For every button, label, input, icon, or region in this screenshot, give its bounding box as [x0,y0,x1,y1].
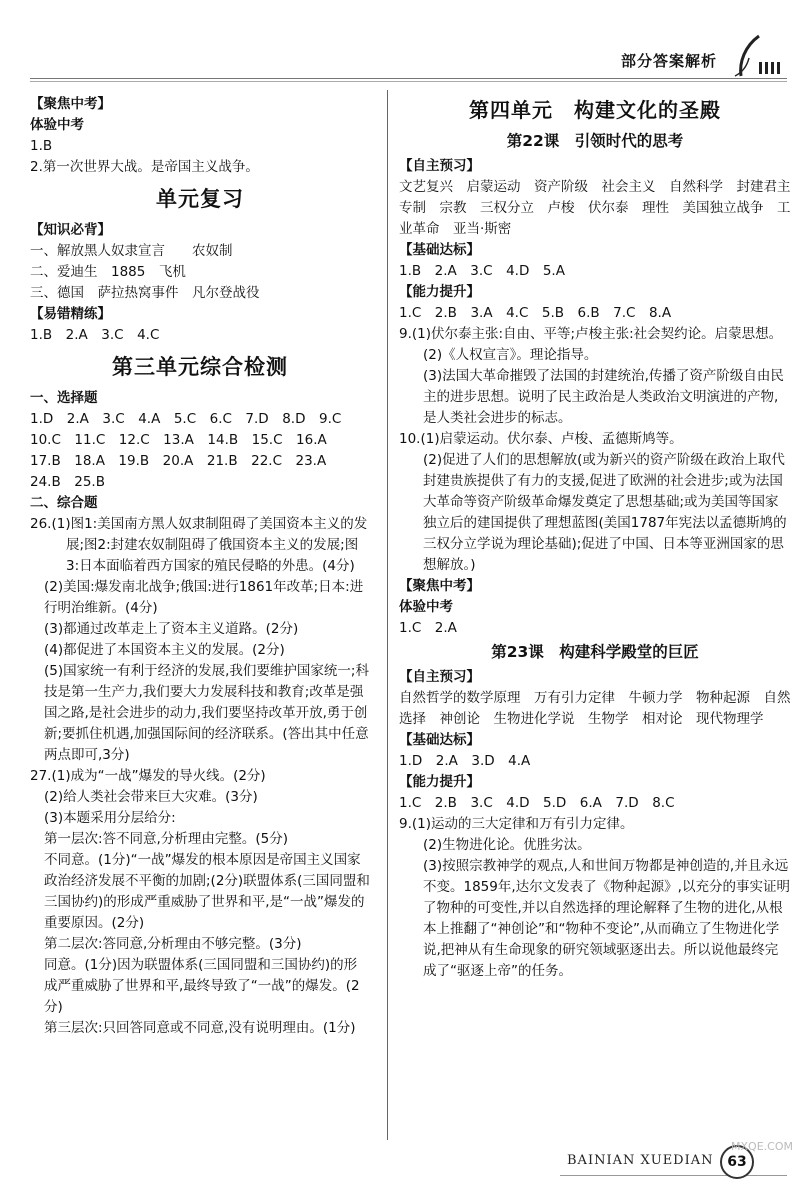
answer-line: 24.B 25.B [30,474,105,490]
answer-subitem: 第二层次:答同意,分析理由不够完整。(3分) [44,936,302,952]
answer-line: 1.D 2.A 3.C 4.A 5.C 6.C 7.D 8.D 9.C [30,411,342,427]
section-bracket-heading: 【知识必背】 [30,222,111,238]
answer-line: 文艺复兴 启蒙运动 资产阶级 社会主义 自然科学 封建君主专制 宗教 三权分立 卢梭 伏尔泰 理性 美国独立战争 工业革命 亚当·斯密 [399,179,791,237]
answer-subitem: (2)促进了人们的思想解放(或为新兴的资产阶级在政治上取代封建贵族提供了有力的支援,促进了欧洲的社会进步;或为法国大革命等资产阶级革命爆发奠定了思想基础;或为美国等国家独立后的建国提供了理想蓝图(美国1787年宪法以孟德斯鸠的三权分立学说为理论基础);促进了中国、日本等亚洲国家的思想解放。) [423,452,787,573]
answer-item: 27.(1)成为“一战”爆发的导火线。(2分) [30,768,266,784]
answer-item: 9.(1)运动的三大定律和万有引力定律。 [399,816,634,832]
answer-subitem: (3)法国大革命摧毁了法国的封建统治,传播了资产阶级自由民主的进步思想。说明了民主政治是人类政治文明演进的产物,是人类社会进步的标志。 [423,368,784,426]
answer-subitem: 第一层次:答不同意,分析理由完整。(5分) [44,831,288,847]
column-divider [387,90,388,1140]
answer-subitem: (3)本题采用分层给分: [44,810,176,826]
answer-subitem: 第三层次:只回答同意或不同意,没有说明理由。(1分) [44,1020,356,1036]
answer-line: 一、解放黑人奴隶宣言 农奴制 [30,243,233,259]
answer-item: 10.(1)启蒙运动。伏尔泰、卢梭、孟德斯鸠等。 [399,431,683,447]
unit-title: 第四单元 构建文化的圣殿 [469,98,721,122]
answer-subitem: (2)美国:爆发南北战争;俄国:进行1861年改革;日本:进行明治维新。(4分) [44,579,364,616]
answer-line: 1.D 2.A 3.D 4.A [399,753,531,769]
answer-line: 1.C 2.B 3.C 4.D 5.D 6.A 7.D 8.C [399,795,675,811]
answer-line: 17.B 18.A 19.B 20.A 21.B 22.C 23.A [30,453,327,469]
section-bracket-heading: 【基础达标】 [399,242,480,258]
watermark-logo: MXQE.COM [731,1140,793,1153]
answer-subitem: (3)按照宗教神学的观点,人和世间万物都是神创造的,并且永远不变。1859年,达尔文发表了《物种起源》,以充分的事实证明了物种的可变性,并以自然选择的理论解释了生物的进化,从根本上推翻了“神创论”和“物种不变论”,从而确立了生物进化学说,把神从有生命现象的研究领域驱逐出去。所以说他最终完成了“驱逐上帝”的任务。 [423,858,790,979]
footer-brand: BAINIAN XUEDIAN [567,1153,714,1168]
answer-line: 2.第一次世界大战。是帝国主义战争。 [30,159,259,175]
answer-subitem: 同意。(1分)因为联盟体系(三国同盟和三国协约)的形成严重威胁了世界和平,最终导致了“一战”的爆发。(2分) [44,957,360,1015]
answer-subitem: (3)都通过改革走上了资本主义道路。(2分) [44,621,299,637]
answer-line: 1.C 2.B 3.A 4.C 5.B 6.B 7.C 8.A [399,305,672,321]
answer-line: 1.C 2.A [399,620,457,636]
answer-line: 1.B 2.A 3.C 4.C [30,327,160,343]
page-number: 63 [720,1145,754,1179]
answer-line: 三、德国 萨拉热窝事件 凡尔登战役 [30,285,260,301]
subsection-heading: 一、选择题 [30,390,98,406]
subsection-heading: 二、综合题 [30,495,98,511]
answer-item: 9.(1)伏尔泰主张:自由、平等;卢梭主张:社会契约论。启蒙思想。 [399,326,783,342]
section-bracket-heading: 【聚焦中考】 [399,578,480,594]
answer-item: 26.(1)图1:美国南方黑人奴隶制阻碍了美国资本主义的发展;图2:封建农奴制阻碍了俄国资本主义的发展;图3:日本面临着西方国家的殖民侵略的外患。(4分) [30,516,368,574]
section-bracket-heading: 【聚焦中考】 [30,96,111,112]
answer-subitem: 不同意。(1分)“一战”爆发的根本原因是帝国主义国家政治经济发展不平衡的加剧;(2分)联盟体系(三国同盟和三国协约)的形成严重威胁了世界和平,是“一战”爆发的重要原因。(2分) [44,852,370,931]
section-title: 单元复习 [156,187,244,211]
answer-subitem: (5)国家统一有利于经济的发展,我们要维护国家统一;科技是第一生产力,我们要大力发展科技和教育;改革是强国之路,是社会进步的动力,我们要坚持改革开放,勇于创新;要抓住机遇,加强国际间的经济联系。(答出其中任意两点即可,3分) [44,663,369,763]
answer-subitem: (4)都促进了本国资本主义的发展。(2分) [44,642,285,658]
section-bracket-heading: 【基础达标】 [399,732,480,748]
section-title: 第三单元综合检测 [112,355,288,379]
answer-subitem: (2)《人权宣言》。理论指导。 [423,347,598,363]
right-column [399,94,791,982]
section-bracket-heading: 【自主预习】 [399,669,480,685]
answer-line: 1.B 2.A 3.C 4.D 5.A [399,263,565,279]
section-bracket-heading: 【能力提升】 [399,284,480,300]
subsection-heading: 体验中考 [30,117,84,133]
answer-line: 二、爱迪生 1885 飞机 [30,264,186,280]
section-bracket-heading: 【易错精练】 [30,306,111,322]
header-rule [30,78,787,82]
answer-line: 10.C 11.C 12.C 13.A 14.B 15.C 16.A [30,432,327,448]
section-bracket-heading: 【能力提升】 [399,774,480,790]
answer-subitem: (2)生物进化论。优胜劣汰。 [423,837,591,853]
lesson-title: 第23课 构建科学殿堂的巨匠 [491,643,699,661]
section-bracket-heading: 【自主预习】 [399,158,480,174]
answer-line: 1.B [30,138,53,154]
subsection-heading: 体验中考 [399,599,453,615]
lesson-title: 第22课 引领时代的思考 [506,132,684,150]
answer-subitem: (2)给人类社会带来巨大灾难。(3分) [44,789,258,805]
answer-line: 自然哲学的数学原理 万有引力定律 牛顿力学 物种起源 自然选择 神创论 生物进化学说 生物学 相对论 现代物理学 [399,690,791,727]
header-logo-icon [721,32,781,78]
page-header-title: 部分答案解析 [620,52,717,70]
left-column [30,94,370,1039]
